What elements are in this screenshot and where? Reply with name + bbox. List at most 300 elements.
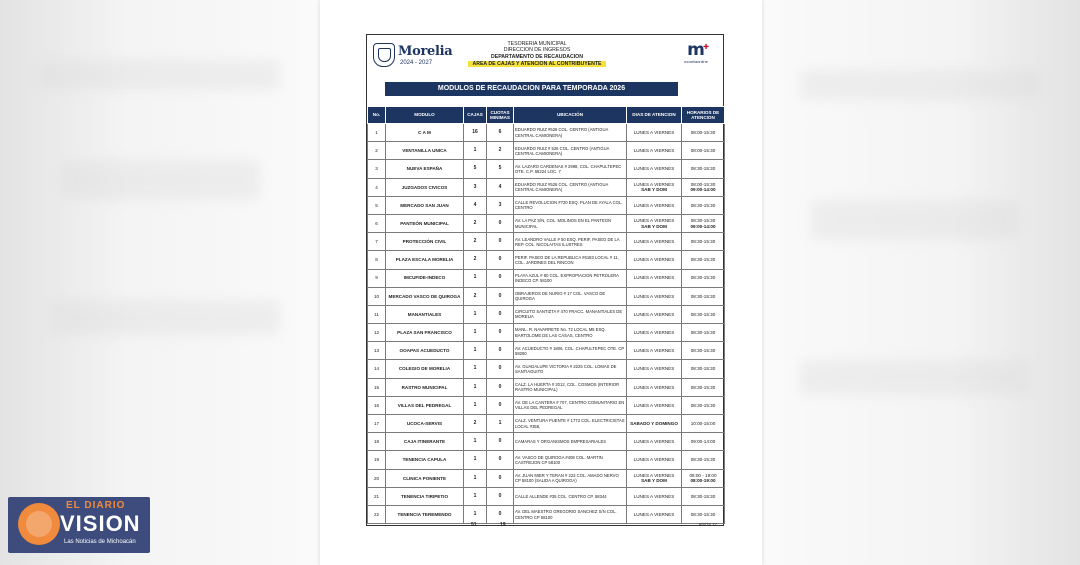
- cell-ubicacion: [514, 233, 627, 251]
- cell-modulo-text: MERCADO VASCO DE QUIROGA: [388, 293, 461, 299]
- total-cajas: 51: [471, 522, 477, 528]
- cell-dias: [627, 396, 682, 414]
- cell-cajas: [464, 178, 487, 196]
- cell-no-text: 7: [375, 239, 378, 245]
- cell-no: [368, 233, 386, 251]
- cell-ubicacion-text: CAMARAS Y ORGANISMOS EMPRESARIALES: [515, 439, 607, 445]
- cell-horario-text: 08:00-15:30: [690, 181, 716, 187]
- cell-no: [368, 324, 386, 342]
- cell-cuotas-text: 0: [498, 365, 502, 372]
- cell-ubicacion: [514, 415, 627, 433]
- table-row: [368, 505, 725, 523]
- cell-horario: [682, 214, 725, 232]
- cell-dias: [627, 251, 682, 269]
- cell-ubicacion: [514, 469, 627, 487]
- document-date: 8/8/25 27: [698, 522, 717, 527]
- cell-cuotas: [487, 324, 514, 342]
- table-row: [368, 342, 725, 360]
- cell-modulo: [386, 124, 464, 142]
- cell-modulo: [386, 342, 464, 360]
- table-title-banner: MODULOS DE RECAUDACION PARA TEMPORADA 2026: [385, 82, 678, 96]
- cell-modulo: [386, 269, 464, 287]
- cell-ubicacion-text: AV. DEL MAESTRO GREGORIO SANCHEZ S/N COL. CENTRO CP 58100: [515, 509, 617, 520]
- cell-horario: [682, 469, 725, 487]
- cell-horario: [682, 251, 725, 269]
- table-row: [368, 287, 725, 305]
- table-row: [368, 487, 725, 505]
- cell-dias: [627, 287, 682, 305]
- col-header-cuotas: CUOTAS MINIMAS: [487, 107, 514, 124]
- cell-cajas-text: 1: [473, 329, 477, 336]
- cell-cajas-text: 1: [473, 347, 477, 354]
- cell-dias-text: LUNES A VIERNES: [633, 311, 675, 317]
- cell-cuotas: [487, 451, 514, 469]
- cell-dias-text: LUNES A VIERNES: [633, 472, 675, 478]
- cell-modulo-text: PANTEÓN MUNICIPAL: [400, 220, 449, 226]
- cell-dias-text: LUNES A VIERNES: [633, 402, 675, 408]
- cell-cuotas: [487, 233, 514, 251]
- cell-horario: [682, 505, 725, 523]
- cell-no-text: 14: [373, 366, 380, 372]
- cell-cajas: [464, 415, 487, 433]
- cell-dias-text: LUNES A VIERNES: [633, 348, 675, 354]
- cell-horario: [682, 415, 725, 433]
- cell-horario: [682, 342, 725, 360]
- cell-ubicacion-text: MANL. R. NAVARRETE No. 72 LOCAL M5 ESQ. BARTOLOME DE LAS CASAS, CENTRO: [515, 327, 606, 338]
- cell-cuotas: [487, 487, 514, 505]
- cell-dias-text: LUNES A VIERNES: [633, 366, 675, 372]
- cell-dias: [627, 214, 682, 232]
- cell-no: [368, 251, 386, 269]
- cell-no: [368, 142, 386, 160]
- cell-modulo: [386, 378, 464, 396]
- cell-ubicacion: [514, 287, 627, 305]
- cell-modulo: [386, 287, 464, 305]
- cell-no-text: 18: [373, 439, 380, 445]
- cell-horario-weekend-text: 09:00-14:00: [690, 223, 716, 229]
- document-page: [320, 0, 762, 565]
- background-left: [0, 0, 320, 565]
- watermark-line-3: Las Noticias de Michoacán: [64, 539, 136, 545]
- cell-ubicacion: [514, 324, 627, 342]
- cell-cuotas: [487, 196, 514, 214]
- cell-cajas-text: 1: [473, 401, 477, 408]
- cell-horario-text: 08:30-15:30: [690, 293, 716, 299]
- cell-no-text: 11: [374, 311, 379, 317]
- cell-dias: [627, 178, 682, 196]
- cell-no-text: 12: [373, 330, 380, 336]
- cell-no: [368, 178, 386, 196]
- cell-dias-text: LUNES A VIERNES: [633, 493, 675, 499]
- table-row: [368, 451, 725, 469]
- cell-no-text: 2: [375, 148, 378, 154]
- cell-modulo-text: UCOCA-SERVIS: [406, 420, 443, 426]
- cell-cajas-text: 2: [473, 238, 477, 245]
- cell-cajas: [464, 233, 487, 251]
- table-row: [368, 305, 725, 323]
- cell-ubicacion: [514, 269, 627, 287]
- cell-horario-text: 08:30-15:30: [690, 493, 716, 499]
- cell-horario-text: 08:30-15:30: [690, 330, 716, 336]
- cell-ubicacion-text: AV. GUADALUPE VICTORIA # 2225 COL. LOMAS DE SANTIAGUITO: [515, 363, 617, 375]
- cell-cuotas-text: 0: [498, 292, 502, 299]
- cell-cajas-text: 2: [473, 256, 477, 263]
- cell-cajas-text: 2: [473, 292, 477, 299]
- total-cuotas: 19: [500, 522, 506, 528]
- cell-ubicacion-text: AV. VASCO DE QUIROGA #408 COL. MARTIN CASTREJON CP 58100: [515, 454, 603, 465]
- cell-horario: [682, 324, 725, 342]
- cell-modulo: [386, 233, 464, 251]
- cell-no-text: 3: [375, 166, 378, 172]
- header-line-3: DEPARTAMENTO DE RECAUDACION: [491, 53, 583, 60]
- cell-modulo-text: OOAPAS ACUEDUCTO: [399, 348, 450, 354]
- cell-cajas: [464, 287, 487, 305]
- cell-horario: [682, 178, 725, 196]
- cell-cajas-text: 1: [473, 456, 477, 463]
- cell-horario-text: 08:30-15:30: [690, 457, 716, 463]
- cell-modulo-text: MANANTIALES: [407, 311, 442, 317]
- cell-ubicacion-text: AV. LAZARO CARDENAS # 2998, COL. CHAPULTEPEC OTE. C.P. 58224 LOC. 7: [515, 163, 622, 174]
- cell-ubicacion-text: AV. JUAN MIER Y TERAN # 223 COL. AMADO NERVO CP 58100 (SALIDA A QUIROGA): [515, 472, 619, 484]
- cell-cajas-text: 1: [473, 365, 477, 372]
- cell-cuotas: [487, 415, 514, 433]
- plus-icon: ✚: [703, 44, 709, 51]
- cell-no-text: 10: [373, 293, 380, 299]
- cell-horario: [682, 433, 725, 451]
- cell-dias-weekend-text: SAB Y DOM: [641, 478, 667, 484]
- cell-no-text: 15: [373, 384, 380, 390]
- cell-cajas-text: 1: [473, 474, 477, 481]
- cell-ubicacion: [514, 378, 627, 396]
- cell-cuotas-text: 0: [498, 219, 502, 226]
- cell-ubicacion: [514, 433, 627, 451]
- cell-dias-text: LUNES A VIERNES: [633, 457, 675, 463]
- cell-cajas-text: 4: [473, 201, 477, 208]
- cell-cuotas-text: 0: [498, 347, 502, 354]
- cell-dias: [627, 124, 682, 142]
- cell-cajas: [464, 360, 487, 378]
- cell-cuotas: [487, 269, 514, 287]
- cell-cajas-text: 1: [473, 147, 477, 154]
- cell-ubicacion: [514, 142, 627, 160]
- table-row: [368, 142, 725, 160]
- cell-cajas: [464, 324, 487, 342]
- table-row: [368, 396, 725, 414]
- cell-cuotas-text: 0: [498, 492, 502, 499]
- cell-modulo: [386, 251, 464, 269]
- cell-cuotas-text: 6: [498, 128, 502, 135]
- cell-no: [368, 287, 386, 305]
- watermark-line-1: EL DIARIO: [66, 500, 126, 511]
- cell-cuotas-text: 0: [498, 329, 502, 336]
- cell-horario-weekend-text: 08:00-19:00: [690, 478, 716, 484]
- cell-no-text: 22: [373, 511, 380, 517]
- cell-horario-text: 08:30-15:30: [690, 311, 716, 317]
- cell-modulo-text: TENENCIA TIRIPETIO: [400, 493, 449, 499]
- cell-modulo-text: CAJA ITINERANTE: [403, 439, 446, 445]
- cell-cajas: [464, 160, 487, 178]
- cell-no: [368, 505, 386, 523]
- cell-cuotas: [487, 251, 514, 269]
- cell-cajas: [464, 196, 487, 214]
- cell-ubicacion-text: OBRAJEROS DE NURIO # 17 COL. VASCO DE QUIROGA: [515, 291, 606, 302]
- cell-no-text: 5: [375, 202, 378, 208]
- cell-modulo-text: PLAZA ESCALA MORELIA: [395, 257, 454, 263]
- cell-dias: [627, 324, 682, 342]
- cell-ubicacion: [514, 196, 627, 214]
- cell-no-text: 21: [373, 493, 380, 499]
- cell-no-text: 9: [375, 275, 378, 281]
- cell-dias: [627, 469, 682, 487]
- cell-ubicacion: [514, 396, 627, 414]
- logo-word: Morelia: [398, 44, 453, 59]
- cell-dias: [627, 142, 682, 160]
- cell-modulo: [386, 160, 464, 178]
- cell-dias-text: SABADO Y DOMINGO: [630, 420, 678, 426]
- cell-cuotas-text: 3: [498, 201, 502, 208]
- watermark-line-2: VISION: [60, 511, 141, 536]
- cell-horario: [682, 305, 725, 323]
- cell-cajas: [464, 378, 487, 396]
- cell-horario: [682, 360, 725, 378]
- cell-modulo: [386, 178, 464, 196]
- cell-horario: [682, 142, 725, 160]
- cell-dias-text: LUNES A VIERNES: [633, 166, 675, 172]
- cell-cajas: [464, 433, 487, 451]
- cell-cajas-text: 2: [473, 219, 477, 226]
- cell-no: [368, 415, 386, 433]
- cell-no: [368, 469, 386, 487]
- cell-ubicacion: [514, 214, 627, 232]
- cell-ubicacion-text: CALZ. VENTURA PUENTE # 1773 COL. ELECTRICISTAS LOCAL #358,: [515, 418, 625, 429]
- table-row: [368, 160, 725, 178]
- cell-horario: [682, 487, 725, 505]
- cell-no: [368, 160, 386, 178]
- cell-cuotas-text: 0: [498, 456, 502, 463]
- cell-cajas: [464, 469, 487, 487]
- cell-ubicacion: [514, 178, 627, 196]
- table-row: [368, 324, 725, 342]
- cell-cuotas: [487, 124, 514, 142]
- header-highlight: AREA DE CAJAS Y ATENCION AL CONTRIBUYENTE: [468, 61, 605, 67]
- cell-horario: [682, 160, 725, 178]
- cell-cuotas: [487, 360, 514, 378]
- cell-modulo-text: PROTECCIÓN CIVIL: [402, 239, 447, 245]
- cell-ubicacion: [514, 451, 627, 469]
- table-row: [368, 178, 725, 196]
- cell-dias-text: LUNES A VIERNES: [633, 511, 675, 517]
- cell-dias: [627, 233, 682, 251]
- cell-cajas-text: 2: [473, 419, 477, 426]
- watermark-circle-icon: [18, 503, 60, 545]
- cell-no-text: 4: [375, 184, 378, 190]
- cell-no: [368, 360, 386, 378]
- cell-cuotas-text: 5: [498, 165, 502, 172]
- cell-no-text: 8: [375, 257, 378, 263]
- cell-modulo-text: VILLAS DEL PEDREGAL: [397, 402, 452, 408]
- col-header-ubicacion: UBICACIÓN: [514, 107, 627, 124]
- cell-modulo: [386, 433, 464, 451]
- cell-no-text: 19: [373, 457, 380, 463]
- cell-horario-text: 10:00-15:00: [690, 420, 716, 426]
- cell-ubicacion: [514, 342, 627, 360]
- cell-dias: [627, 378, 682, 396]
- cell-ubicacion-text: CALLE REVOLUCION #720 ESQ. PLAN DE AYALA COL. CENTRO: [515, 200, 623, 211]
- cell-dias-text: LUNES A VIERNES: [633, 202, 675, 208]
- cell-ubicacion-text: CALLE ALLENDE #35 COL. CENTRO CP. 58344: [515, 493, 607, 499]
- cell-modulo-text: JUZGADOS CIVICOS: [401, 184, 448, 190]
- cell-dias: [627, 433, 682, 451]
- cell-modulo: [386, 469, 464, 487]
- header-line-1: TESORERIA MUNICIPAL: [507, 41, 567, 47]
- cell-cuotas: [487, 142, 514, 160]
- m-logo-letter: m: [687, 40, 705, 60]
- cell-dias-text: LUNES A VIERNES: [633, 218, 675, 224]
- cell-horario-text: 08:30-15:30: [690, 239, 716, 245]
- cell-horario-text: 08:30-15:30: [690, 218, 716, 224]
- cell-horario-text: 08:00-15:30: [690, 148, 716, 154]
- cell-modulo-text: IMCUFIDE-INDECO: [403, 275, 446, 281]
- cell-horario-text: 08:30-15:30: [690, 275, 716, 281]
- cell-cuotas-text: 0: [498, 474, 502, 481]
- cell-ubicacion: [514, 360, 627, 378]
- cell-modulo-text: PLAZA SAN FRANCISCO: [397, 330, 452, 336]
- cell-ubicacion-text: EDUARDO RUIZ #526 COL. CENTRO (ANTIGUA CENTRAL CAMIONERA): [515, 181, 609, 193]
- cell-dias-text: LUNES A VIERNES: [633, 257, 675, 263]
- cell-cuotas-text: 1: [498, 419, 502, 426]
- cell-dias: [627, 505, 682, 523]
- cell-cajas: [464, 214, 487, 232]
- cell-horario-text: 08:30-15:30: [690, 511, 716, 517]
- col-header-dias: DIAS DE ATENCION: [627, 107, 682, 124]
- cell-no: [368, 196, 386, 214]
- cell-horario-weekend-text: 09:00-14:00: [690, 187, 716, 193]
- cell-no: [368, 378, 386, 396]
- cell-horario-text: 08:30-15:30: [690, 402, 716, 408]
- cell-no-text: 20: [373, 475, 380, 481]
- cell-ubicacion-text: AV. LEANDRO VALLE # 50 ESQ. PERIF. PASEO DE LA REP. COL. NICOLAITAS ILUSTRES: [515, 236, 620, 247]
- cell-cajas-text: 1: [473, 310, 477, 317]
- cell-dias-text: LUNES A VIERNES: [633, 275, 675, 281]
- cell-ubicacion-text: EDUARDO RUIZ # 526 COL. CENTRO (ANTIGUA CENTRAL CAMIONERA): [515, 145, 610, 156]
- cell-dias-text: LUNES A VIERNES: [633, 330, 675, 336]
- cell-modulo-text: MERCADO SAN JUAN: [400, 202, 449, 208]
- cell-modulo: [386, 487, 464, 505]
- cell-ubicacion-text: PLAYA AZUL # 80 COL. EXPROPIACION PETROLERA INDECO CP. 58100: [515, 272, 619, 284]
- cell-modulo: [386, 214, 464, 232]
- cell-cuotas-text: 0: [498, 401, 502, 408]
- cell-cuotas-text: 0: [498, 238, 502, 245]
- cell-cuotas: [487, 505, 514, 523]
- cell-modulo: [386, 396, 464, 414]
- cell-modulo-text: TENENCIA TEREMENDO: [397, 511, 452, 517]
- cell-cajas-text: 1: [473, 438, 477, 445]
- cell-cuotas-text: 0: [498, 274, 502, 281]
- col-header-horarios: HORARIOS DE ATENCION: [682, 107, 725, 124]
- cell-cuotas: [487, 378, 514, 396]
- cell-ubicacion-text: PERIF. PASEO DE LA REPUBLICA #6183 LOCAL # 11, COL. JARDINES DEL RINCON: [515, 254, 619, 265]
- modules-table: [367, 106, 725, 524]
- cell-horario-text: 08:30-15:30: [690, 348, 716, 354]
- col-header-cajas: CAJAS: [464, 107, 487, 124]
- cell-no-text: 17: [373, 420, 380, 426]
- cell-cajas: [464, 505, 487, 523]
- cell-ubicacion: [514, 487, 627, 505]
- cell-modulo-text: NUEVA ESPAÑA: [406, 166, 443, 172]
- cell-ubicacion: [514, 305, 627, 323]
- cell-dias: [627, 360, 682, 378]
- cell-dias: [627, 415, 682, 433]
- cell-cuotas: [487, 433, 514, 451]
- cell-cuotas: [487, 342, 514, 360]
- cell-ubicacion: [514, 505, 627, 523]
- cell-dias-text: LUNES A VIERNES: [633, 384, 675, 390]
- cell-dias: [627, 451, 682, 469]
- background-right: [760, 0, 1080, 565]
- m-logo-sub: moreliaonline: [684, 59, 708, 64]
- cell-cuotas: [487, 396, 514, 414]
- cell-cuotas: [487, 214, 514, 232]
- cell-dias-text: LUNES A VIERNES: [633, 181, 675, 187]
- table-body: [368, 124, 725, 524]
- cell-cajas-text: 1: [473, 510, 477, 517]
- cell-ubicacion-text: AV. ACUEDUCTO # 1806, COL. CHAPULTEPEC OTE. CP 58260: [515, 345, 625, 356]
- m-logo: [681, 42, 711, 70]
- cell-ubicacion-text: CIRCUITO SANTIZTA # 470 FRACC. MANANTIALES DE MORELIA: [515, 309, 623, 320]
- cell-no: [368, 433, 386, 451]
- cell-horario: [682, 396, 725, 414]
- cell-cuotas: [487, 160, 514, 178]
- cell-modulo: [386, 324, 464, 342]
- table-row: [368, 433, 725, 451]
- cell-no-text: 13: [373, 348, 380, 354]
- table-row: [368, 360, 725, 378]
- cell-dias-weekend-text: SAB Y DOM: [641, 223, 667, 229]
- cell-cuotas: [487, 305, 514, 323]
- table-row: [368, 378, 725, 396]
- cell-horario-text: 08:30-15:30: [690, 166, 716, 172]
- table-row: [368, 269, 725, 287]
- cell-horario: [682, 287, 725, 305]
- cell-cajas: [464, 396, 487, 414]
- cell-no-text: 16: [373, 402, 380, 408]
- watermark-logo: [8, 497, 150, 553]
- cell-dias: [627, 342, 682, 360]
- cell-cuotas-text: 0: [498, 256, 502, 263]
- cell-cuotas-text: 0: [498, 383, 502, 390]
- cell-modulo-text: CLINICA PONIENTE: [402, 475, 447, 481]
- cell-horario: [682, 451, 725, 469]
- cell-dias: [627, 196, 682, 214]
- cell-cajas: [464, 124, 487, 142]
- table-row: [368, 415, 725, 433]
- cell-modulo: [386, 360, 464, 378]
- cell-dias: [627, 305, 682, 323]
- cell-cuotas-text: 0: [498, 438, 502, 445]
- cell-cajas: [464, 142, 487, 160]
- cell-cajas: [464, 342, 487, 360]
- cell-dias-text: LUNES A VIERNES: [633, 439, 675, 445]
- cell-cuotas: [487, 178, 514, 196]
- cell-cajas: [464, 305, 487, 323]
- cell-modulo: [386, 305, 464, 323]
- cell-horario: [682, 378, 725, 396]
- cell-horario-text: 08:30-15:30: [690, 202, 716, 208]
- cell-cuotas-text: 0: [498, 310, 502, 317]
- cell-cuotas: [487, 287, 514, 305]
- cell-dias-weekend-text: SAB Y DOM: [641, 187, 667, 193]
- cell-ubicacion: [514, 124, 627, 142]
